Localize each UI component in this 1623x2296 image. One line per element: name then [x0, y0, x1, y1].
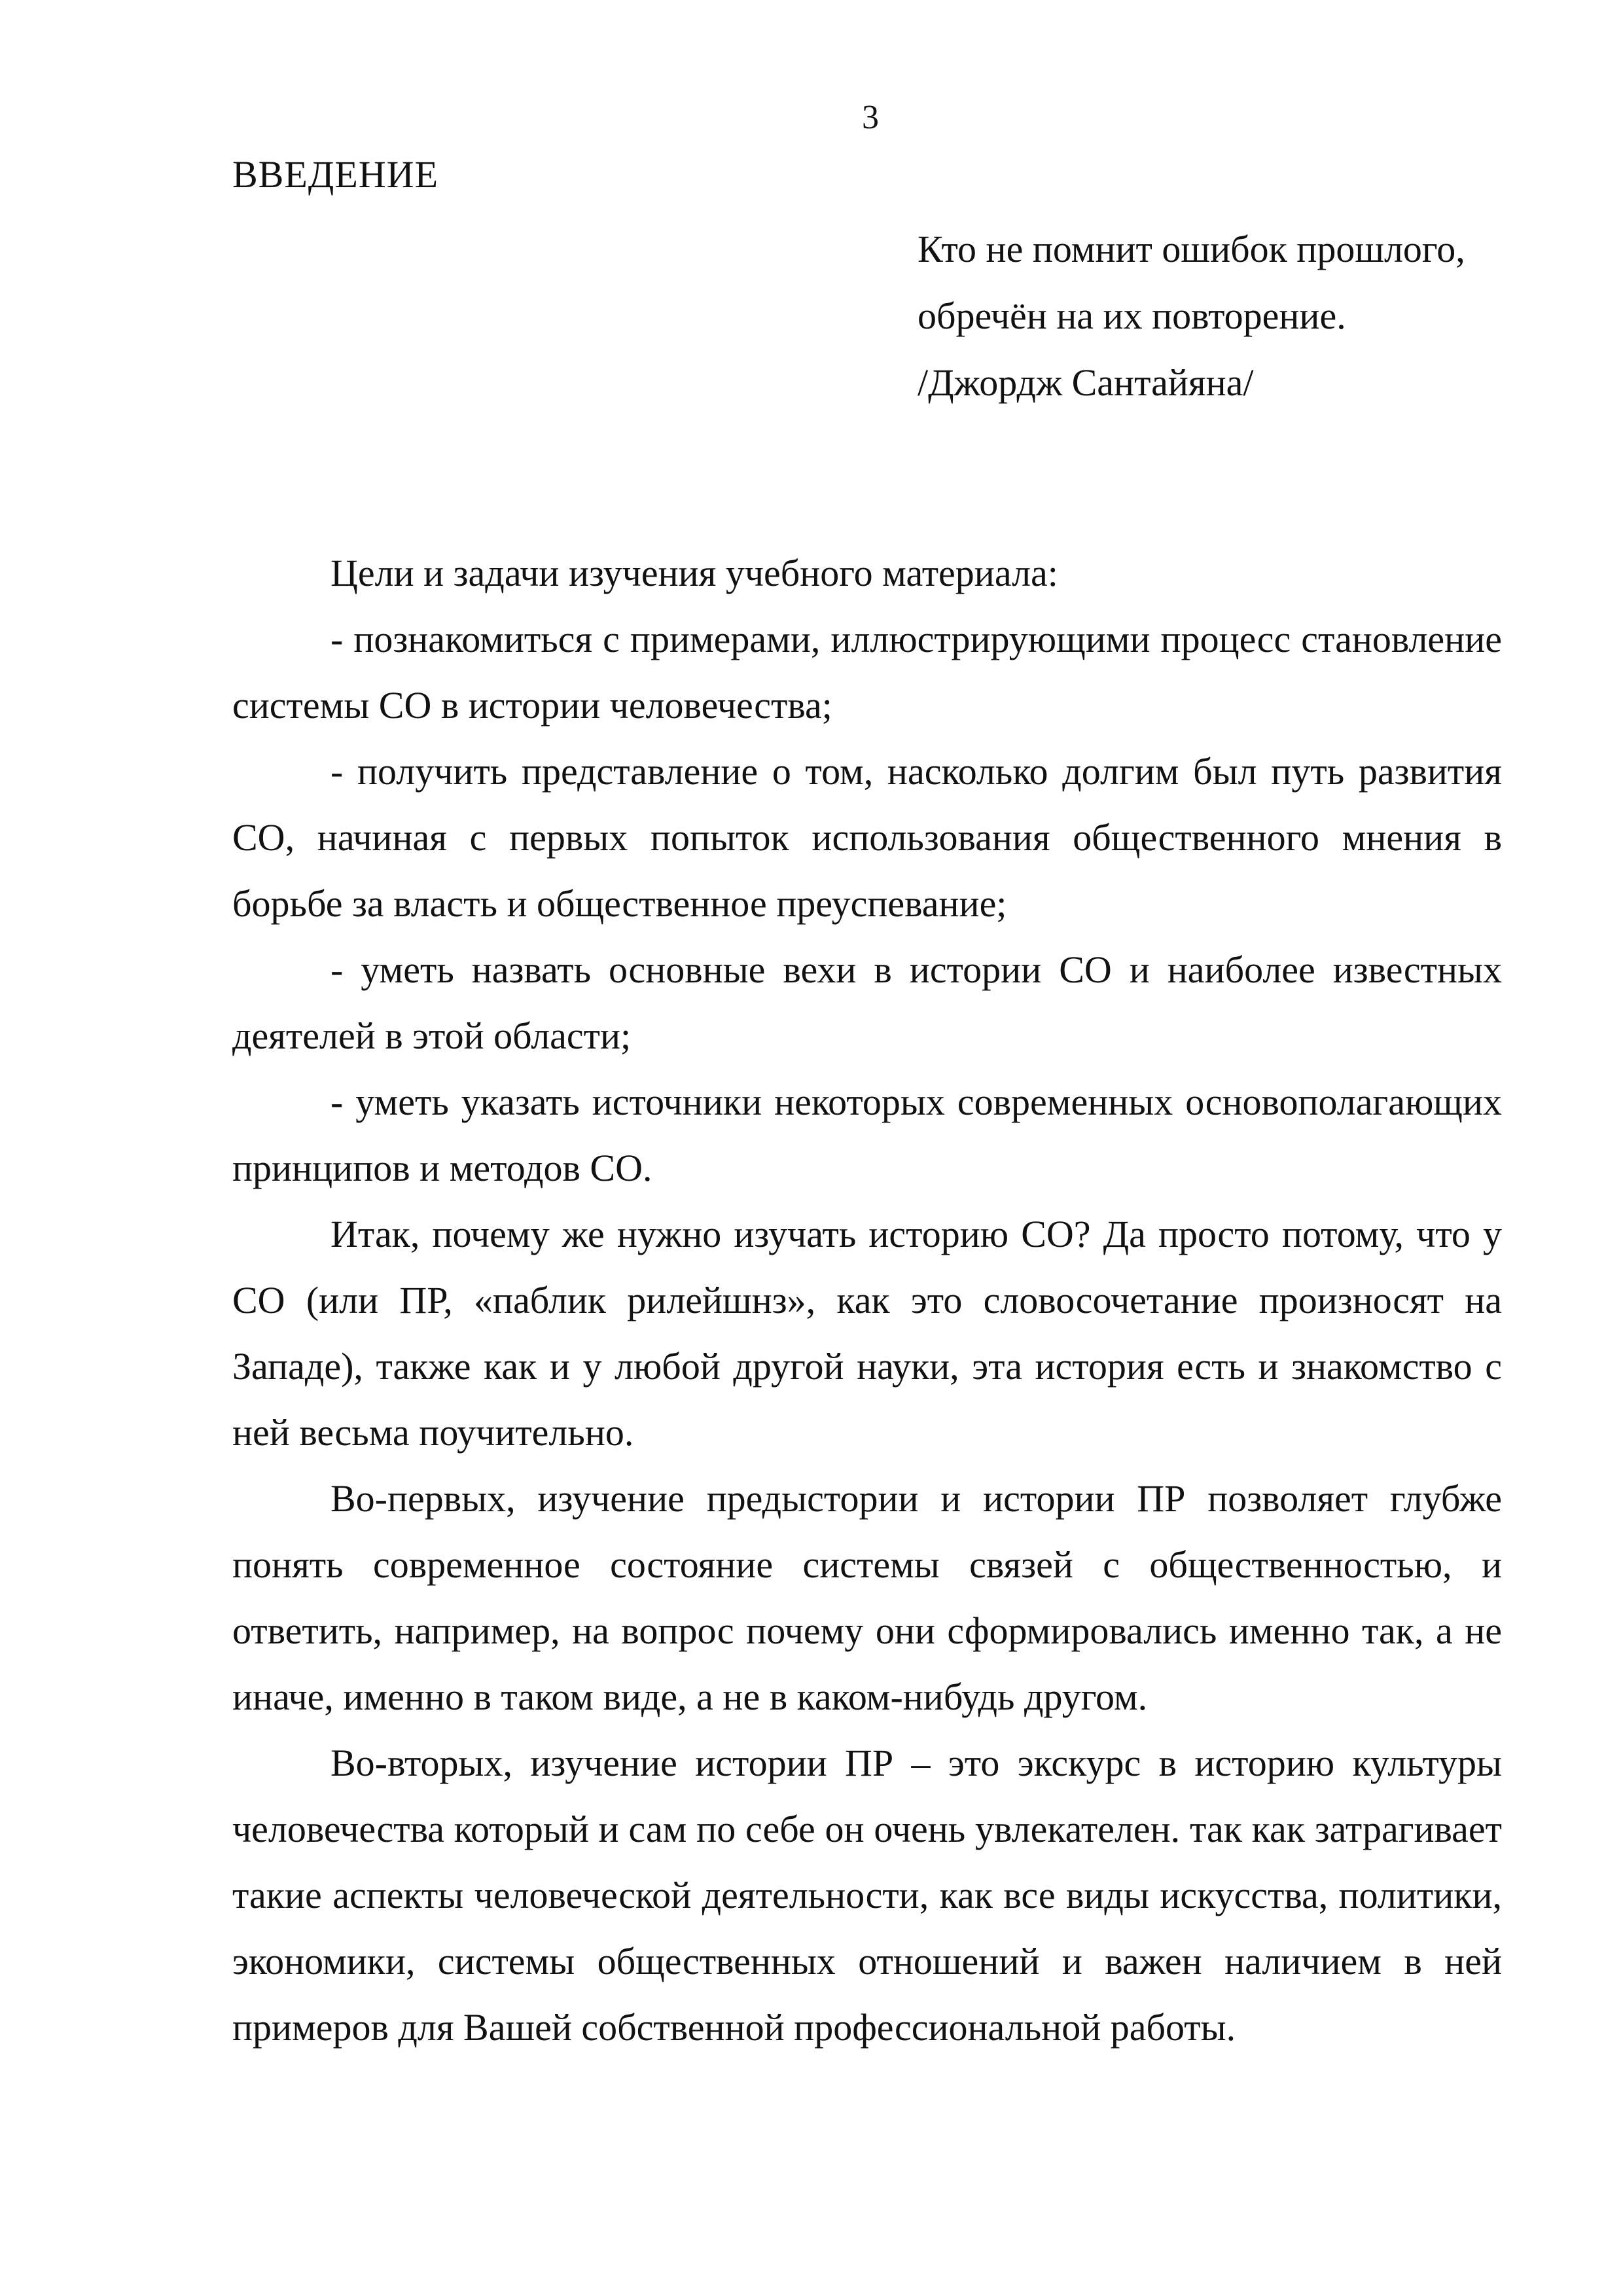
goal-item: - уметь указать источники некоторых современных основополагающих принципов и методов СО.: [232, 1081, 1502, 1189]
epigraph: [918, 216, 1465, 416]
page-title: ВВЕДЕНИЕ: [232, 153, 438, 196]
epigraph-author: /Джордж Сантайяна/: [918, 361, 1254, 404]
main-text: [232, 540, 1502, 2060]
paragraph: Итак, почему же нужно изучать историю СО? Да просто потому, что у СО (или ПР, «паблик рилейшнз», как это словосочетание произносят на Западе), также как и у любой другой науки, эта история есть и знакомство с ней весьма поучительно.: [232, 1213, 1502, 1454]
goals-intro: Цели и задачи изучения учебного материала:: [330, 552, 1058, 594]
goal-item: - уметь назвать основные вехи в истории СО и наиболее известных деятелей в этой области;: [232, 948, 1502, 1057]
epigraph-line: обречён на их повторение.: [918, 295, 1346, 337]
paragraph: Во-первых, изучение предыстории и истории ПР позволяет глубже понять современное состояние системы связей с общественностью, и ответить, например, на вопрос почему они сформировались именно так, а не иначе, именно в таком виде, а не в каком-нибудь другом.: [232, 1477, 1502, 1718]
goal-item: - познакомиться с примерами, иллюстрирующими процесс становление системы СО в истории человечества;: [232, 618, 1502, 726]
epigraph-line: Кто не помнит ошибок прошлого,: [918, 228, 1465, 270]
paragraph: Во-вторых, изучение истории ПР – это экскурс в историю культуры человечества который и сам по себе он очень увлекателен. так как затрагивает такие аспекты человеческой деятельности, как все виды искусства, политики, экономики, системы общественных отношений и важен наличием в ней примеров для Вашей собственной профессиональной работы.: [232, 1742, 1502, 2049]
goal-item: - получить представление о том, насколько долгим был путь развития СО, начиная с первых попыток использования общественного мнения в борьбе за власть и общественное преуспевание;: [232, 750, 1502, 925]
page-number: 3: [862, 99, 879, 136]
